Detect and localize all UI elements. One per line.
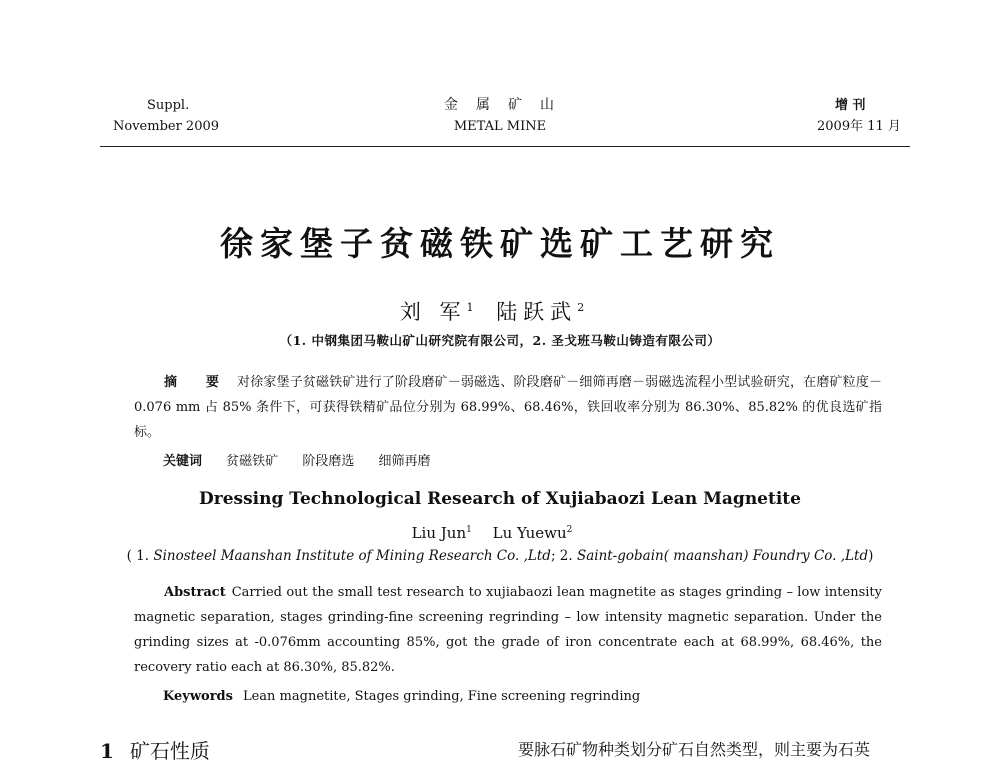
author-sup: 1 xyxy=(466,301,474,314)
authors-en xyxy=(0,524,1000,542)
affiliation-en-close: ) xyxy=(868,548,874,564)
abstract-en-text: Carried out the small test research to xujiabaozi lean magnetite as stages grinding – low intensity magnetic separation, stages grinding-fine screening regrinding – low intensity magnetic separation. Under the grinding sizes at -0.076mm accounting 85%, got the grade of iron concentrate each at 68.99%, 68.46%, the recovery ratio each at 86.30%, 85.82%. xyxy=(134,585,882,675)
author-name: Liu Jun xyxy=(411,524,467,542)
header-supplement-cn: 增 刊 xyxy=(835,98,866,113)
header-date-cn: 2009年 11 月 xyxy=(817,119,901,134)
keywords-en-text: Lean magnetite, Stages grinding, Fine screening regrinding xyxy=(242,689,641,704)
keyword: 贫磁铁矿 xyxy=(226,454,279,469)
keywords-cn-label: 关键词 xyxy=(163,454,203,469)
author-name: 陆跃武 xyxy=(496,300,578,324)
author-sup: 2 xyxy=(566,525,573,535)
header-date-en: November 2009 xyxy=(113,119,220,134)
affiliation-cn: （1. 中钢集团马鞍山矿山研究院有限公司，2. 圣戈班马鞍山铸造有限公司） xyxy=(279,333,721,348)
affiliation-en-institute-1: Sinosteel Maanshan Institute of Mining Research Co. ,Ltd xyxy=(153,548,551,564)
keywords-en-label: Keywords xyxy=(163,689,233,704)
affiliation-en xyxy=(0,548,1000,564)
abstract-en xyxy=(134,580,882,680)
journal-name-en: METAL MINE xyxy=(453,119,547,134)
abstract-cn-text: 对徐家堡子贫磁铁矿进行了阶段磨矿－弱磁选、阶段磨矿－细筛再磨－弱磁选流程小型试验研究，在磨矿粒度－0.076 mm 占 85% 条件下，可获得铁精矿品位分别为 68.99%、68.46%，铁回收率分别为 86.30%、85.82% 的优良选矿指标。 xyxy=(134,375,882,440)
body-text-column2: 要脉石矿物种类划分矿石自然类型，则主要为石英 xyxy=(518,740,871,759)
affiliation-en-sep: ; 2. xyxy=(550,548,577,564)
header-suppl: Suppl. xyxy=(147,98,190,113)
keyword: 阶段磨选 xyxy=(302,454,355,469)
abstract-cn xyxy=(134,370,882,445)
paper-title-en: Dressing Technological Research of Xujiabaozi Lean Magnetite xyxy=(199,489,801,509)
author-name: 刘 军 xyxy=(399,300,467,324)
journal-name-cn: 金 属 矿 山 xyxy=(444,97,556,113)
author-sup: 2 xyxy=(577,301,585,314)
section-number: 1 xyxy=(100,739,114,763)
affiliation-en-institute-2: Saint-gobain( maanshan) Foundry Co. ,Ltd xyxy=(576,548,869,564)
keywords-cn xyxy=(163,450,450,469)
header-rule xyxy=(100,146,910,147)
author-name: Lu Yuewu xyxy=(492,524,567,542)
affiliation-en-open: ( 1. xyxy=(126,548,154,564)
keywords-en xyxy=(163,689,640,704)
section-title: 矿石性质 xyxy=(129,739,210,763)
authors-cn xyxy=(0,296,1000,326)
paper-title-cn: 徐家堡子贫磁铁矿选矿工艺研究 xyxy=(220,224,780,263)
author-sup: 1 xyxy=(466,525,472,535)
keyword: 细筛再磨 xyxy=(378,454,431,469)
abstract-cn-label: 摘 要 xyxy=(164,375,232,390)
abstract-en-label: Abstract xyxy=(164,585,226,600)
